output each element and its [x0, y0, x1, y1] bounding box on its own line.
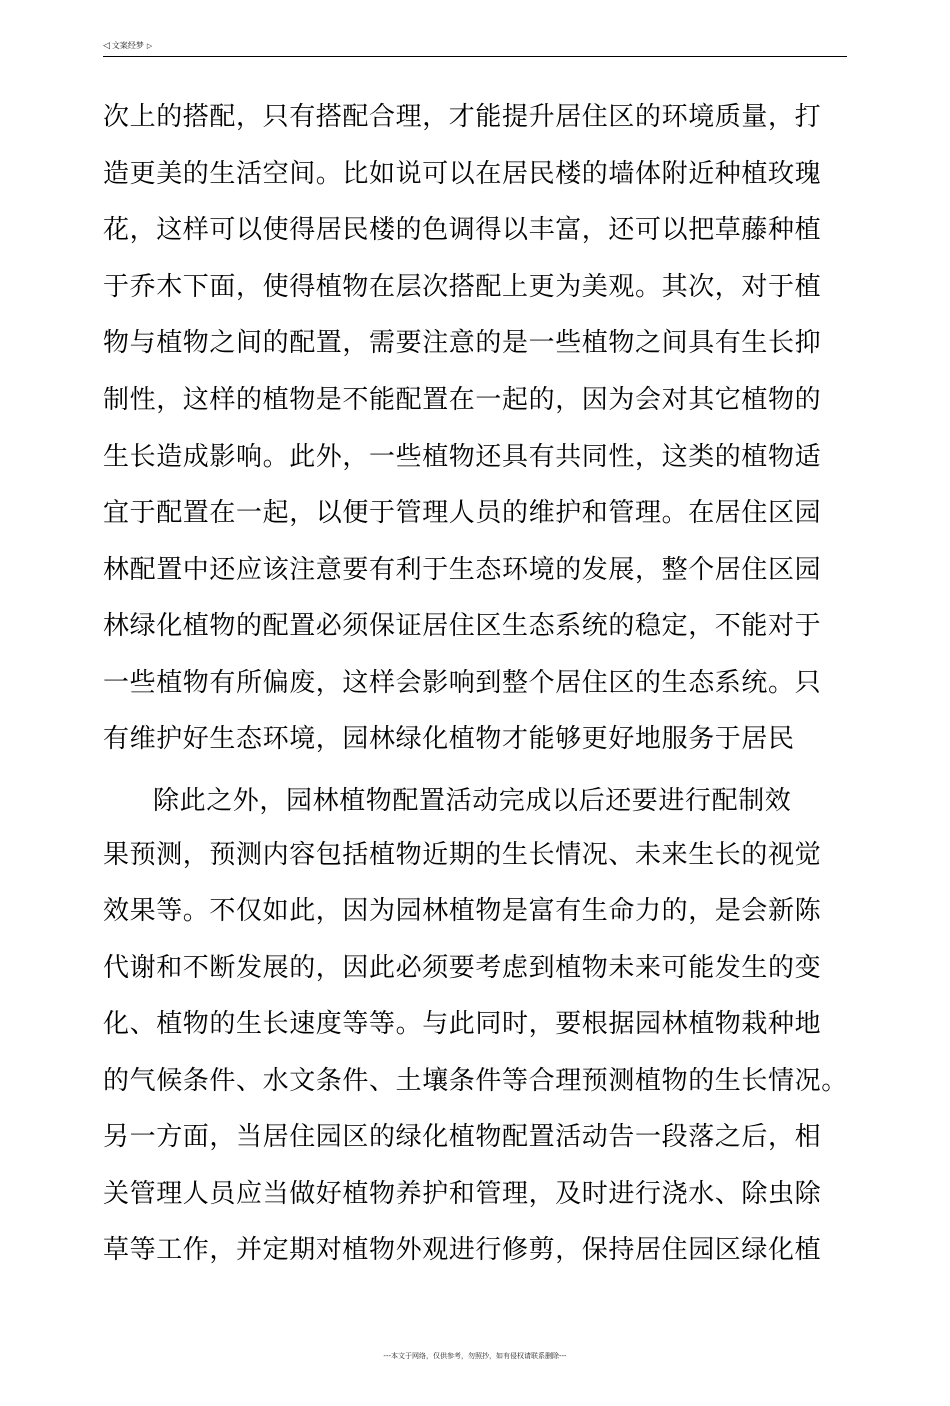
header-title: 文案经梦	[111, 41, 144, 50]
text-line: 除此之外，园林植物配置活动完成以后还要进行配制效	[153, 786, 792, 816]
text-line: 草等工作，并定期对植物外观进行修剪，保持居住园区绿化植	[103, 1235, 822, 1265]
text-line: 一些植物有所偏废，这样会影响到整个居住区的生态系统。只	[103, 668, 822, 698]
text-line: 林绿化植物的配置必须保证居住区生态系统的稳定，不能对于	[103, 611, 822, 641]
text-line: 化、植物的生长速度等等。与此同时，要根据园林植物栽种地	[103, 1009, 822, 1039]
page-footer: ---本文于网络，仅供参考，勿照抄，如有侵权请联系删除---	[383, 1352, 567, 1360]
text-line: 于乔木下面，使得植物在层次搭配上更为美观。其次，对于植	[103, 272, 822, 302]
text-line: 物与植物之间的配置，需要注意的是一些植物之间具有生长抑	[103, 328, 822, 358]
text-line: 代谢和不断发展的，因此必须要考虑到植物未来可能发生的变	[103, 953, 822, 983]
text-line: 次上的搭配，只有搭配合理，才能提升居住区的环境质量，打	[103, 102, 822, 132]
text-line: 宜于配置在一起，以便于管理人员的维护和管理。在居住区园	[103, 498, 822, 528]
triangle-left-icon: ◁	[103, 41, 110, 51]
text-line: 林配置中还应该注意要有利于生态环境的发展，整个居住区园	[103, 555, 822, 585]
triangle-right-icon: ▷	[146, 42, 153, 50]
text-line: 生长造成影响。此外，一些植物还具有共同性，这类的植物适	[103, 442, 822, 472]
text-line: 有维护好生态环境，园林绿化植物才能够更好地服务于居民	[103, 724, 795, 754]
text-line: 果预测，预测内容包括植物近期的生长情况、未来生长的视觉	[103, 840, 822, 870]
text-line: 造更美的生活空间。比如说可以在居民楼的墙体附近种植玫瑰	[103, 159, 822, 189]
text-line: 制性，这样的植物是不能配置在一起的，因为会对其它植物的	[103, 385, 822, 415]
text-line: 花，这样可以使得居民楼的色调得以丰富，还可以把草藤种植	[103, 215, 822, 245]
text-line: 关管理人员应当做好植物养护和管理，及时进行浇水、除虫除	[103, 1179, 822, 1209]
text-line: 的气候条件、水文条件、土壤条件等合理预测植物的生长情况。	[103, 1066, 848, 1096]
text-line: 效果等。不仅如此，因为园林植物是富有生命力的，是会新陈	[103, 896, 822, 926]
text-line: 另一方面，当居住园区的绿化植物配置活动告一段落之后，相	[103, 1122, 822, 1152]
